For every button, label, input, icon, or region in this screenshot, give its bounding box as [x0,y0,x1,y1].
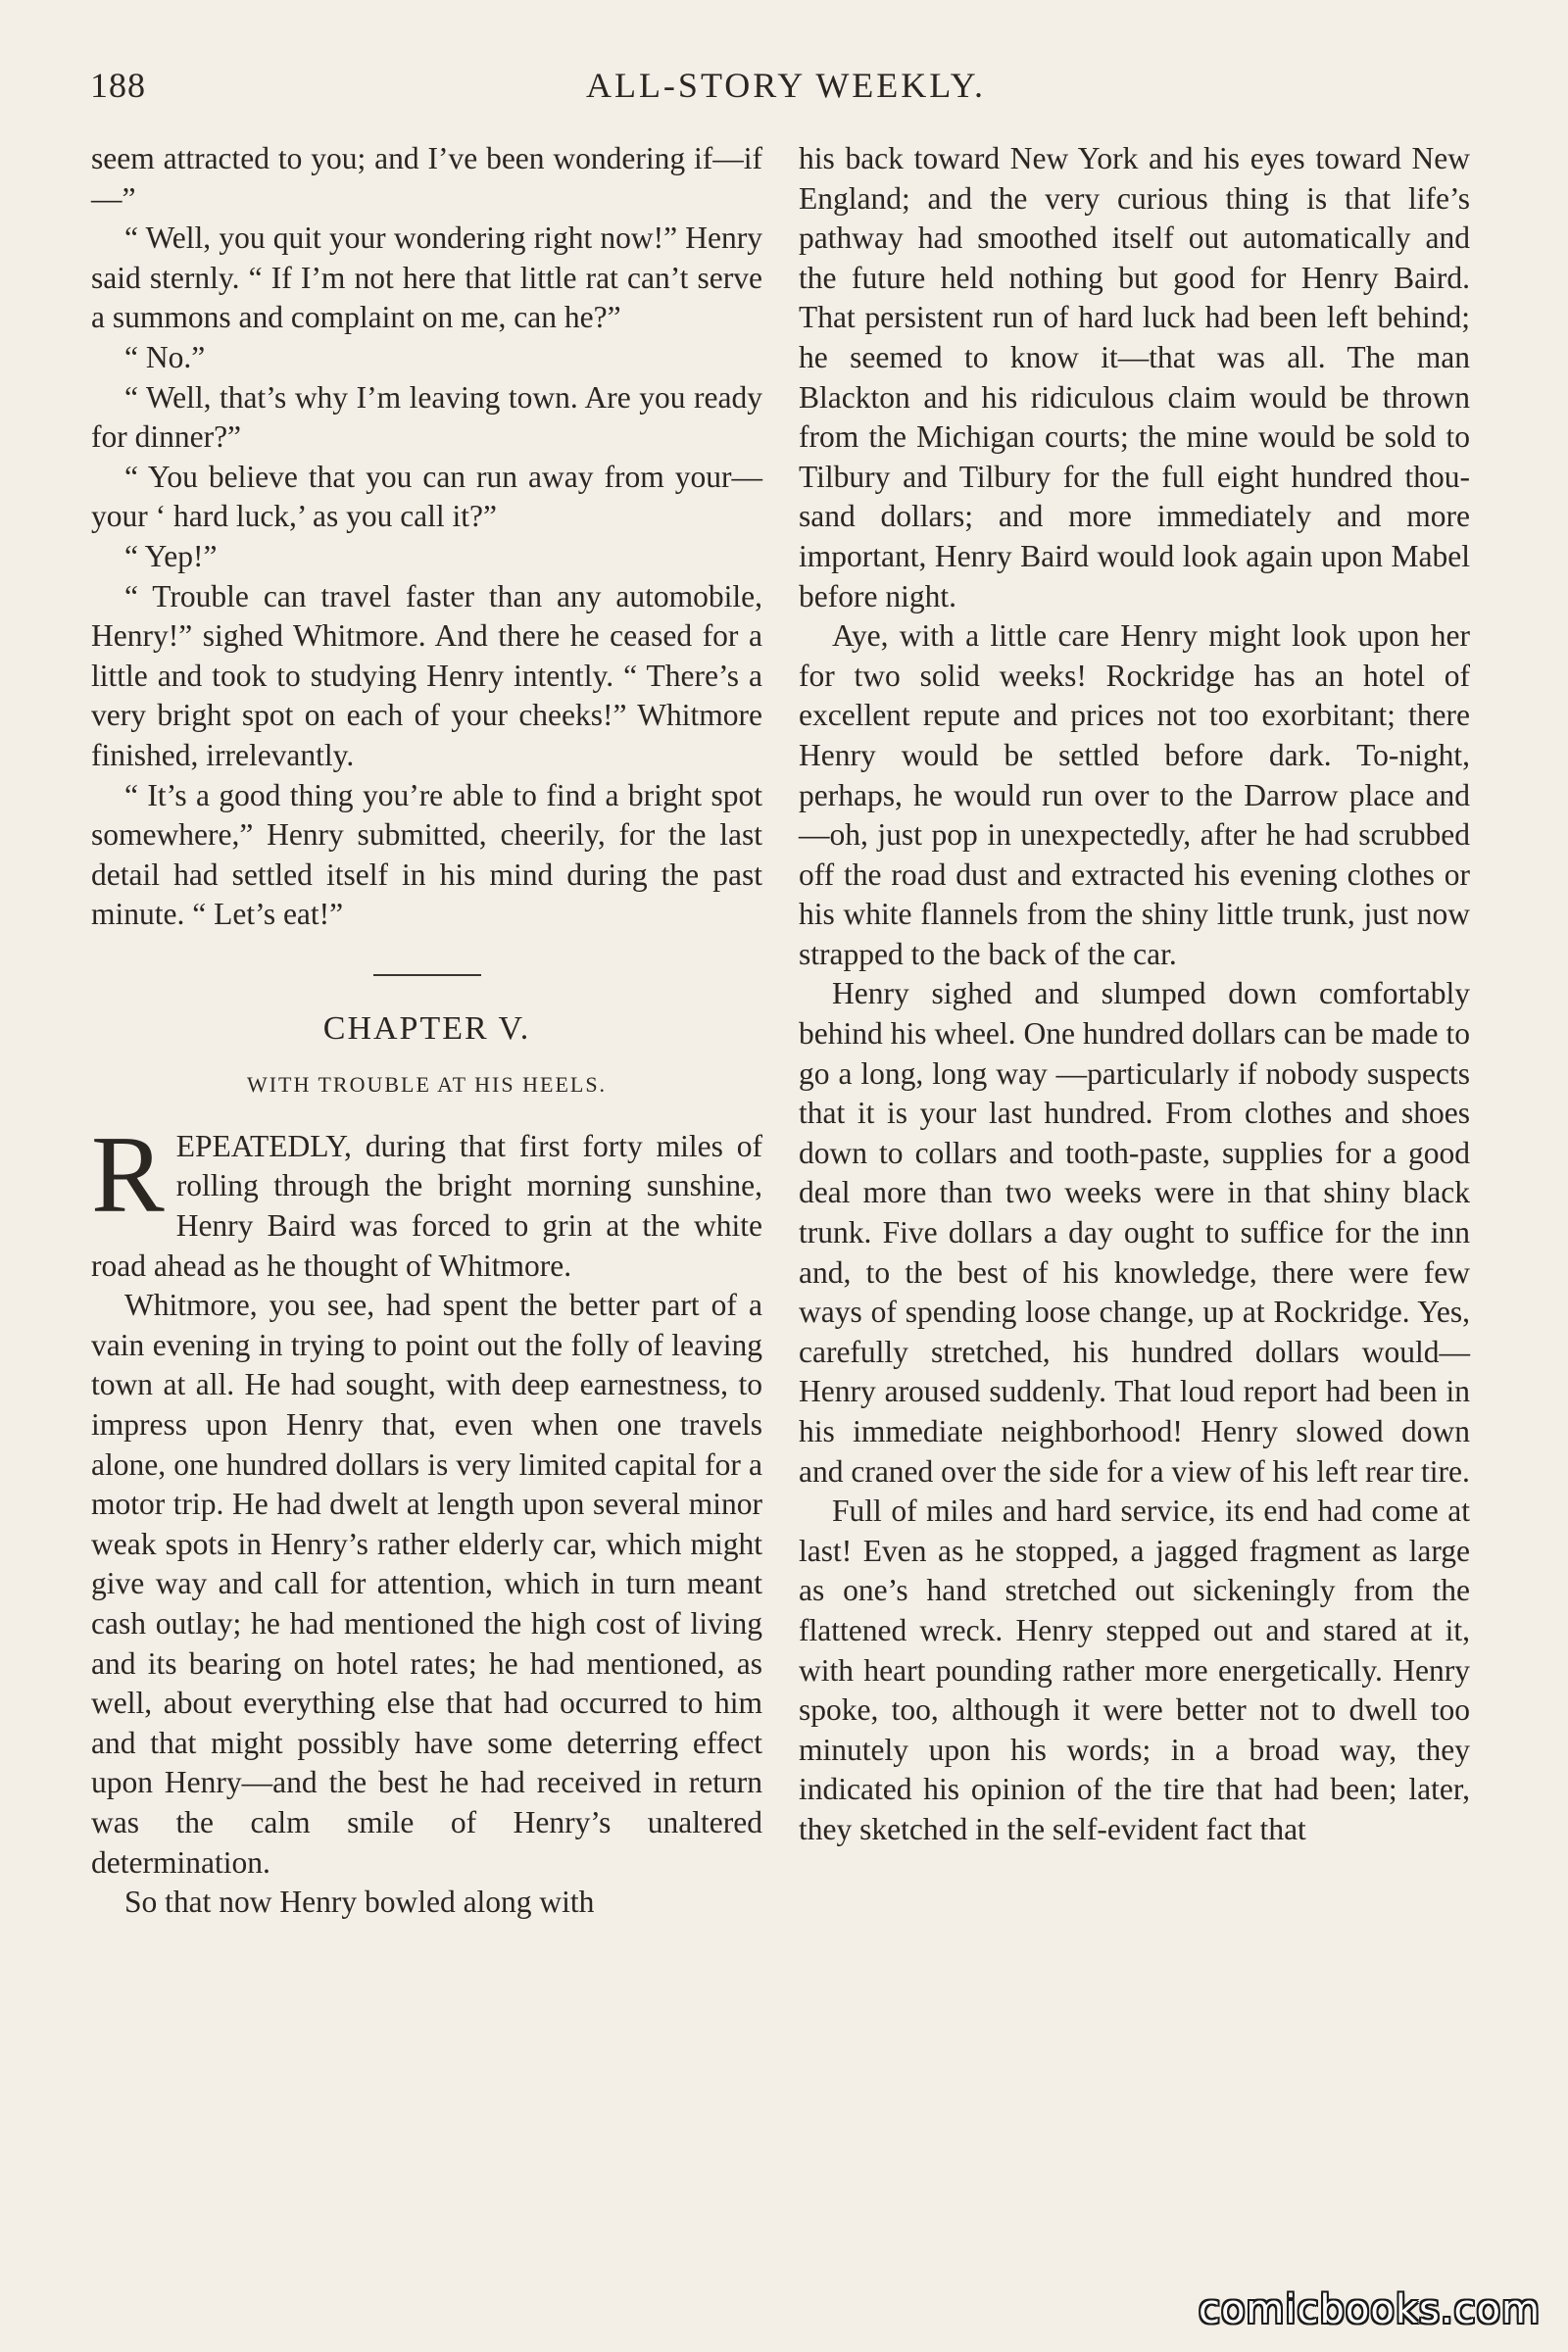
page-header [90,65,1482,123]
paragraph: “ No.” [124,339,206,374]
left-column [91,139,762,1923]
paragraph: So that now Henry bowled along with [124,1885,595,1920]
section-divider [373,974,481,976]
paragraph: “ It’s a good thing you’re able to find a bright spot somewhere,” Henry submitted, cheerily, for the last detail had settled itself in his mind during the past minute. “ Let’s eat!” [91,777,762,932]
right-column [799,139,1470,1850]
chapter-subtitle: WITH TROUBLE AT HIS HEELS. [246,1071,608,1097]
paragraph: “ Trouble can travel faster than any automobile, Henry!” sighed Whitmore. And there he ceased for a little and took to studying Henry intently. “ There’s a very bright spot on each of your cheeks!” Whitmore finished, irrelevantly. [91,578,762,772]
paragraph: “ Yep!” [124,538,218,573]
paragraph: Full of miles and hard service, its end had come at last! Even as he stopped, a jagged fragment as large as one’s hand stretched out sickeningly from the flattened wreck. Henry stepped out and stared at it, with heart pounding rather more energetically. Henry spoke, too, although it were better not to dwell too minutely upon his words; in a broad way, they indicated his opinion of the tire that had been; later, they sketched in the self-evident fact that [799,1494,1470,1846]
paragraph: “ Well, that’s why I’m leaving town. Are you ready for dinner?” [91,379,762,455]
page-number: 188 [90,66,146,105]
drop-cap: R [91,1113,165,1236]
chapter-title: CHAPTER V. [322,1009,531,1047]
opening-paragraph [91,1113,762,1286]
paragraph: “ Well, you quit your wondering right now!” Henry said sternly. “ If I’m not here that little rat can’t serve a summons and complaint on me, can he?” [91,220,762,335]
paragraph: seem attracted to you; and I’ve been wondering if—if—” [91,141,762,216]
paragraph: “ You believe that you can run away from your—your ‘ hard luck,’ as you call it?” [91,459,762,534]
paragraph: Whitmore, you see, had spent the better part of a vain evening in trying to point out the folly of leaving town at all. He had sought, with deep earnestness, to impress upon Henry that, even when one travels alone, one hundred dollars is very limited capital for a motor trip. He had dwelt at length upon several minor weak spots in Henry’s rather elderly car, which might give way and call for attention, which in turn meant cash outlay; he had mentioned the high cost of living and its bearing on hotel rates; he had mentioned, as well, about everything else that had occurred to him and that might possibly have some deterring effect upon Henry—and the best he had received in return was the calm smile of Henry’s unaltered determination. [91,1288,762,1880]
watermark-logo: comicbooks.com [1198,2287,1541,2332]
paragraph: Henry sighed and slumped down comfortably behind his wheel. One hundred dollars can be made to go a long, long way —particularly if nobody suspects that it is your last hundred. From clothes and shoes down to collars and tooth-paste, supplies for a good deal more than two weeks were in that shiny black trunk. Five dollars a day ought to suffice for the inn and, to the best of his knowledge, there were few ways of spending loose change, up at Rockridge. Yes, carefully stretched, his hundred dollars would— Henry aroused suddenly. That loud report had been in his immediate neighborhood! Henry slowed down and craned over the side for a view of his left rear tire. [799,976,1470,1489]
magazine-title: ALL-STORY WEEKLY. [585,66,987,105]
paragraph: his back toward New York and his eyes toward New England; and the very curious thing is that life’s pathway had smoothed itself out automatically and the future held nothing but good for Henry Baird. That persistent run of hard luck had been left behind; he seemed to know it—that was all. The man Blackton and his ridiculous claim would be thrown from the Michigan courts; the mine would be sold to Tilbury and Tilbury for the full eight hundred thousand dollars; and more immediately and more important, Henry Baird would look again upon Mabel before night. [799,141,1470,613]
opening-paragraph-text: EPEATEDLY, during that first forty miles of rolling through the bright morning sunshine, Henry Baird was forced to grin at the white road ahead as he thought of Whitmore. [91,1128,762,1283]
paragraph: Aye, with a little care Henry might look upon her for two solid weeks! Rockridge has an hotel of excellent repute and prices not too exorbitant; there Henry would be settled before dark. To-night, perhaps, he would run over to the Darrow place and—oh, just pop in unexpectedly, after he had scrubbed off the road dust and extracted his evening clothes or his white flannels from the shiny little trunk, just now strapped to the back of the car. [799,618,1470,971]
